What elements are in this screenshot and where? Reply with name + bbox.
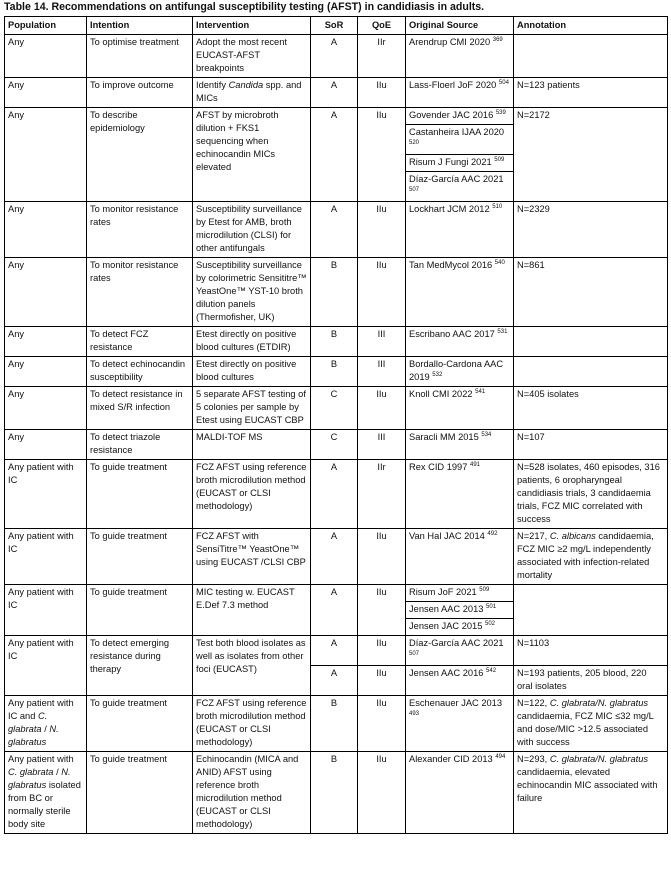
cell-intention: To detect FCZ resistance: [87, 327, 193, 357]
table-row: [5, 460, 668, 529]
cell-sor: B: [311, 357, 358, 387]
cell-annotation: [514, 35, 668, 78]
cell-intention: To improve outcome: [87, 78, 193, 108]
cell-annotation: [514, 327, 668, 357]
cell-source: Van Hal JAC 2014 $^{492}$: [406, 529, 514, 585]
cell-intention: To guide treatment: [87, 585, 193, 636]
cell-annotation: N=293, C. glabrata/N. glabratus candidaemia, elevated echinocandin MIC associated with failure: [514, 752, 668, 834]
cell-population: Any: [5, 258, 87, 327]
cell-annotation: N=1103: [514, 636, 668, 666]
table-row: [5, 585, 668, 602]
cell-intention: To guide treatment: [87, 529, 193, 585]
cell-population: Any: [5, 430, 87, 460]
cell-source: Arendrup CMI 2020 $^{369}$: [406, 35, 514, 78]
header-intention: Intention: [87, 17, 193, 35]
cell-sor: A: [311, 585, 358, 636]
cell-sor: A: [311, 636, 358, 666]
cell-population: Any: [5, 357, 87, 387]
cell-intervention: Etest directly on positive blood cultures: [193, 357, 311, 387]
cell-population: Any patient with IC: [5, 460, 87, 529]
header-intervention: Intervention: [193, 17, 311, 35]
table-row: [5, 387, 668, 430]
table-row: [5, 258, 668, 327]
table-row: [5, 108, 668, 125]
cell-intention: To guide treatment: [87, 752, 193, 834]
cell-sor: A: [311, 108, 358, 202]
afst-recommendations-table: [4, 16, 668, 834]
header-row: [5, 17, 668, 35]
header-qoe: QoE: [358, 17, 406, 35]
cell-intervention: FCZ AFST using reference broth microdilution method (EUCAST or CLSI methodology): [193, 460, 311, 529]
cell-intention: To optimise treatment: [87, 35, 193, 78]
cell-population: Any: [5, 202, 87, 258]
cell-source: Escribano AAC 2017 $^{531}$: [406, 327, 514, 357]
table-row: [5, 636, 668, 666]
cell-population: Any patient with IC: [5, 529, 87, 585]
cell-source: Lockhart JCM 2012 $^{510}$: [406, 202, 514, 258]
cell-intervention: Adopt the most recent EUCAST-AFST breakpoints: [193, 35, 311, 78]
cell-qoe: IIu: [358, 387, 406, 430]
cell-intention: To monitor resistance rates: [87, 258, 193, 327]
cell-annotation: N=122, C. glabrata/N. glabratus candidaemia, FCZ MIC ≤32 mg/L and dose/MIC >12.5 associated with success: [514, 696, 668, 752]
cell-annotation: N=2329: [514, 202, 668, 258]
cell-source: Knoll CMI 2022 $^{541}$: [406, 387, 514, 430]
table-row: [5, 78, 668, 108]
cell-sor: B: [311, 258, 358, 327]
table-row: [5, 752, 668, 834]
cell-source: Eschenauer JAC 2013 $^{493}$: [406, 696, 514, 752]
cell-population: Any: [5, 78, 87, 108]
cell-intention: To detect emerging resistance during therapy: [87, 636, 193, 696]
cell-qoe: IIu: [358, 752, 406, 834]
cell-source: Díaz-García AAC 2021 $^{507}$: [406, 636, 514, 666]
cell-source: Díaz-García AAC 2021 $^{507}$: [406, 172, 514, 202]
table-row: [5, 327, 668, 357]
cell-source: Govender JAC 2016 $^{539}$: [406, 108, 514, 125]
cell-population: Any patient with IC: [5, 585, 87, 636]
cell-intention: To detect triazole resistance: [87, 430, 193, 460]
cell-sor: A: [311, 78, 358, 108]
cell-intention: To guide treatment: [87, 696, 193, 752]
cell-sor: A: [311, 460, 358, 529]
cell-intention: To describe epidemiology: [87, 108, 193, 202]
cell-intervention: Susceptibility surveillance by Etest for AMB, broth microdilution (CLSI) for other antifungals: [193, 202, 311, 258]
cell-qoe: IIu: [358, 202, 406, 258]
table-row: [5, 35, 668, 78]
cell-sor: A: [311, 529, 358, 585]
cell-annotation: N=861: [514, 258, 668, 327]
cell-population: Any patient with C. glabrata / N. glabratus isolated from BC or normally sterile body site: [5, 752, 87, 834]
cell-annotation: N=528 isolates, 460 episodes, 316 patients, 6 oropharyngeal candidiasis trials, 3 candidaemia trials, FCZ MIC correlated with success: [514, 460, 668, 529]
cell-source: Risum J Fungi 2021 $^{509}$: [406, 155, 514, 172]
header-population: Population: [5, 17, 87, 35]
table-row: [5, 696, 668, 752]
cell-sor: C: [311, 430, 358, 460]
cell-population: Any: [5, 35, 87, 78]
cell-qoe: IIu: [358, 529, 406, 585]
cell-source: Castanheira IJAA 2020 $^{520}$: [406, 125, 514, 155]
cell-qoe: IIr: [358, 460, 406, 529]
cell-source: Jensen AAC 2016 $^{542}$: [406, 666, 514, 696]
table-title: Table 14. Recommendations on antifungal susceptibility testing (AFST) in candidiasis in adults.: [4, 1, 485, 13]
cell-annotation: [514, 357, 668, 387]
cell-source: Risum JoF 2021 $^{509}$: [406, 585, 514, 602]
cell-sor: B: [311, 696, 358, 752]
cell-population: Any patient with IC and C. glabrata / N. glabratus: [5, 696, 87, 752]
table-row: [5, 202, 668, 258]
header-sor: SoR: [311, 17, 358, 35]
cell-source: Alexander CID 2013 $^{494}$: [406, 752, 514, 834]
cell-intention: To monitor resistance rates: [87, 202, 193, 258]
cell-population: Any: [5, 327, 87, 357]
cell-qoe: IIu: [358, 636, 406, 666]
cell-qoe: III: [358, 327, 406, 357]
cell-intervention: Echinocandin (MICA and ANID) AFST using reference broth microdilution method (EUCAST or CLSI methodology): [193, 752, 311, 834]
cell-sor: A: [311, 35, 358, 78]
cell-sor: A: [311, 202, 358, 258]
cell-annotation: N=2172: [514, 108, 668, 202]
cell-population: Any: [5, 387, 87, 430]
cell-sor: B: [311, 327, 358, 357]
cell-intervention: 5 separate AFST testing of 5 colonies per sample by Etest using EUCAST CBP: [193, 387, 311, 430]
cell-population: Any: [5, 108, 87, 202]
cell-sor: B: [311, 752, 358, 834]
table-row: [5, 430, 668, 460]
cell-qoe: IIu: [358, 666, 406, 696]
cell-annotation: N=405 isolates: [514, 387, 668, 430]
cell-qoe: III: [358, 430, 406, 460]
cell-annotation: N=107: [514, 430, 668, 460]
cell-annotation: N=123 patients: [514, 78, 668, 108]
cell-intention: To guide treatment: [87, 460, 193, 529]
cell-qoe: IIu: [358, 258, 406, 327]
table-row: [5, 357, 668, 387]
cell-intention: To detect echinocandin susceptibility: [87, 357, 193, 387]
cell-qoe: IIu: [358, 696, 406, 752]
cell-population: Any patient with IC: [5, 636, 87, 696]
cell-intervention: FCZ AFST using reference broth microdilution method (EUCAST or CLSI methodology): [193, 696, 311, 752]
cell-source: Bordallo-Cardona AAC 2019 $^{532}$: [406, 357, 514, 387]
cell-intervention: MIC testing w. EUCAST E.Def 7.3 method: [193, 585, 311, 636]
cell-source: Lass-Floerl JoF 2020 $^{504}$: [406, 78, 514, 108]
cell-sor: A: [311, 666, 358, 696]
cell-qoe: IIu: [358, 108, 406, 202]
cell-source: Jensen AAC 2013 $^{501}$: [406, 602, 514, 619]
cell-qoe: IIu: [358, 585, 406, 636]
cell-annotation: [514, 585, 668, 636]
cell-qoe: IIr: [358, 35, 406, 78]
table-row: [5, 529, 668, 585]
cell-annotation: N=217, C. albicans candidaemia, FCZ MIC ≥2 mg/L independently associated with infection-related mortality: [514, 529, 668, 585]
header-source: Original Source: [406, 17, 514, 35]
cell-intervention: Identify Candida spp. and MICs: [193, 78, 311, 108]
cell-sor: C: [311, 387, 358, 430]
cell-source: Jensen JAC 2015 $^{502}$: [406, 619, 514, 636]
cell-annotation: N=193 patients, 205 blood, 220 oral isolates: [514, 666, 668, 696]
cell-source: Rex CID 1997 $^{491}$: [406, 460, 514, 529]
cell-source: Saracli MM 2015 $^{534}$: [406, 430, 514, 460]
cell-intervention: MALDI-TOF MS: [193, 430, 311, 460]
cell-intervention: FCZ AFST with SensiTitre™ YeastOne™ using EUCAST /CLSI CBP: [193, 529, 311, 585]
header-annotation: Annotation: [514, 17, 668, 35]
cell-intervention: Test both blood isolates as well as isolates from other foci (EUCAST): [193, 636, 311, 696]
cell-qoe: IIu: [358, 78, 406, 108]
cell-qoe: III: [358, 357, 406, 387]
cell-intention: To detect resistance in mixed S/R infection: [87, 387, 193, 430]
cell-intervention: Susceptibility surveillance by colorimetric Sensititre™ YeastOne™ YST-10 broth dilution panels (Thermofisher, UK): [193, 258, 311, 327]
cell-intervention: AFST by microbroth dilution + FKS1 sequencing when echinocandin MICs elevated: [193, 108, 311, 202]
cell-source: Tan MedMycol 2016 $^{540}$: [406, 258, 514, 327]
cell-intervention: Etest directly on positive blood cultures (ETDIR): [193, 327, 311, 357]
